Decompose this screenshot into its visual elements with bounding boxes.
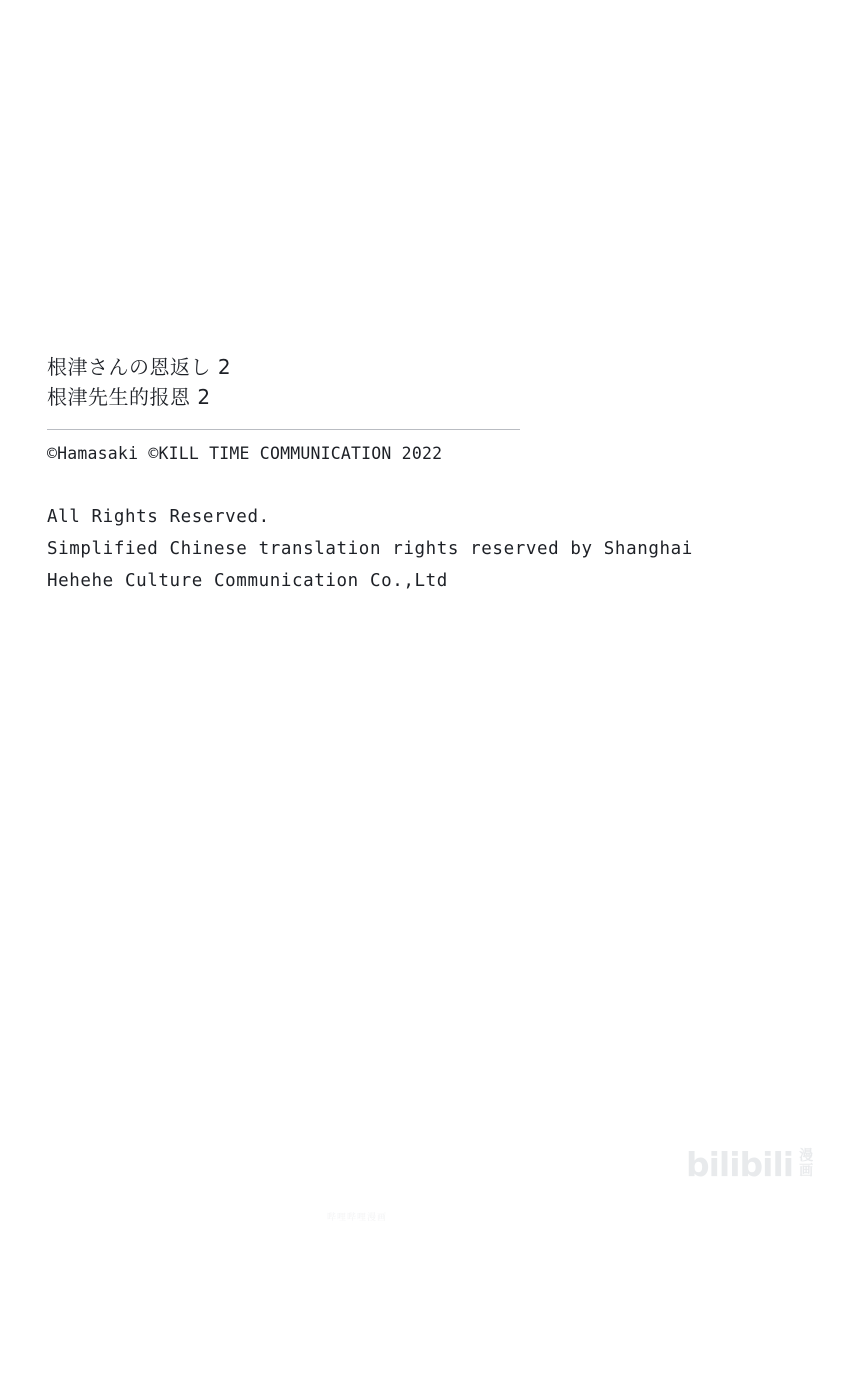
copyright-line: ©Hamasaki ©KILL TIME COMMUNICATION 2022 [47,444,443,463]
title-block [47,352,827,412]
title-chinese: 根津先生的报恩 2 [47,385,211,409]
manga-suffix [799,1149,813,1181]
rights-line-1: All Rights Reserved. [47,507,270,527]
bilibili-logo-text: bilibili [686,1145,794,1184]
manga-char-bottom: 画 [799,1163,814,1179]
faint-footer-note: 哔哩哔哩漫画 [327,1213,388,1223]
rights-line-3: Hehehe Culture Communication Co.,Ltd [47,571,448,591]
manga-char-top: 漫 [799,1148,814,1164]
divider [47,429,520,430]
rights-line-2: Simplified Chinese translation rights reserved by Shanghai [47,539,693,559]
bilibili-manga-watermark [686,1125,816,1184]
rights-block [47,501,827,597]
colophon-block [47,352,827,597]
title-japanese: 根津さんの恩返し 2 [47,355,232,379]
